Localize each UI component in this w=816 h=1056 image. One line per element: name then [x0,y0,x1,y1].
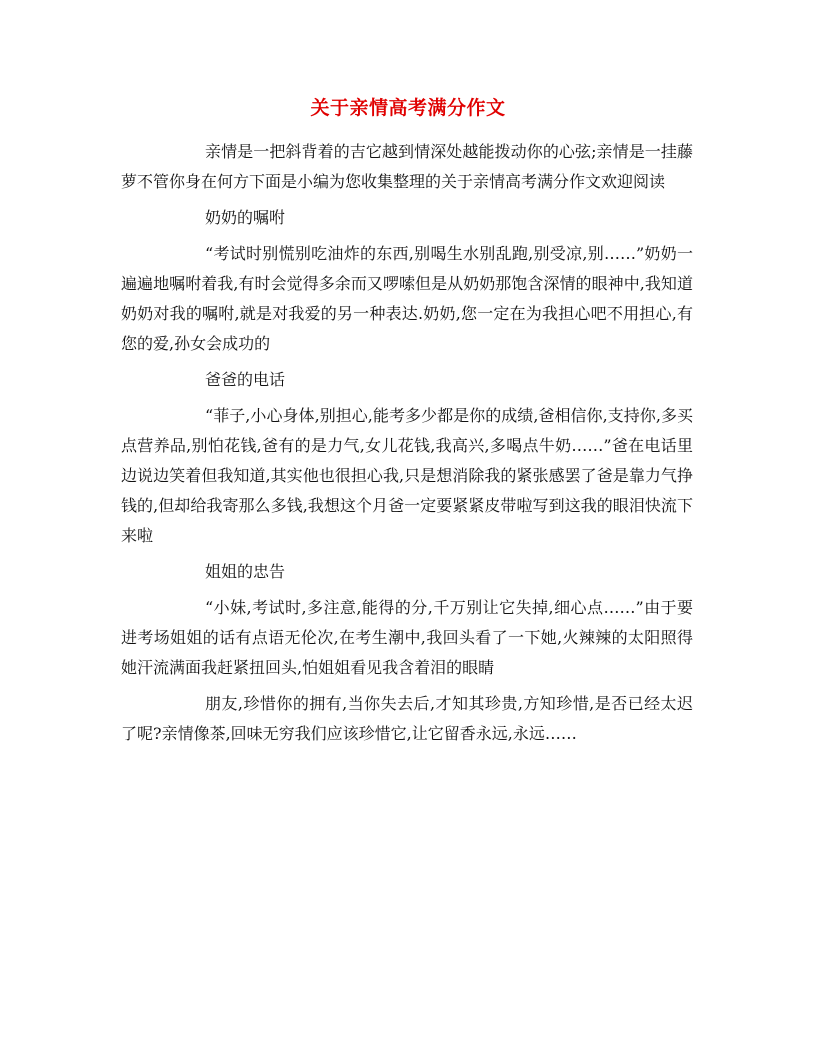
document-title: 关于亲情高考满分作文 [310,97,506,119]
section-paragraph-grandma: “考试时别慌别吃油炸的东西,别喝生水别乱跑,别受凉,别……”奶奶一遍遍地嘱咐着我,有时会觉得多余而又啰嗦但是从奶奶那饱含深情的眼神中,我知道奶奶对我的嘱咐,就是对我爱的另一种表达.奶奶,您一定在为我担心吧不用担心,有您的爱,孙女会成功的 [121,244,693,353]
section-heading-grandma: 奶奶的嘱咐 [205,208,286,227]
section-heading-sister: 姐姐的忠告 [205,562,286,581]
intro-paragraph: 亲情是一把斜背着的吉它越到情深处越能拨动你的心弦;亲情是一挂藤萝不管你身在何方下面是小编为您收集整理的关于亲情高考满分作文欢迎阅读 [121,142,693,191]
closing-paragraph: 朋友,珍惜你的拥有,当你失去后,才知其珍贵,方知珍惜,是否已经太迟了呢?亲情像茶,回味无穷我们应该珍惜它,让它留香永远,永远…… [121,694,693,743]
section-paragraph-dad: “菲子,小心身体,别担心,能考多少都是你的成绩,爸相信你,支持你,多买点营养品,别怕花钱,爸有的是力气,女儿花钱,我高兴,多喝点牛奶……”爸在电话里边说边笑着但我知道,其实他也很担心我,只是想消除我的紧张感罢了爸是靠力气挣钱的,但却给我寄那么多钱,我想这个月爸一定要紧紧皮带啦写到这我的眼泪快流下来啦 [121,406,693,545]
document-body [121,137,693,755]
section-heading-dad: 爸爸的电话 [205,370,286,389]
section-paragraph-sister: “小妹,考试时,多注意,能得的分,千万别让它失掉,细心点……”由于要进考场姐姐的话有点语无伦次,在考生潮中,我回头看了一下她,火辣辣的太阳照得她汗流满面我赶紧扭回头,怕姐姐看见我含着泪的眼睛 [121,598,693,677]
